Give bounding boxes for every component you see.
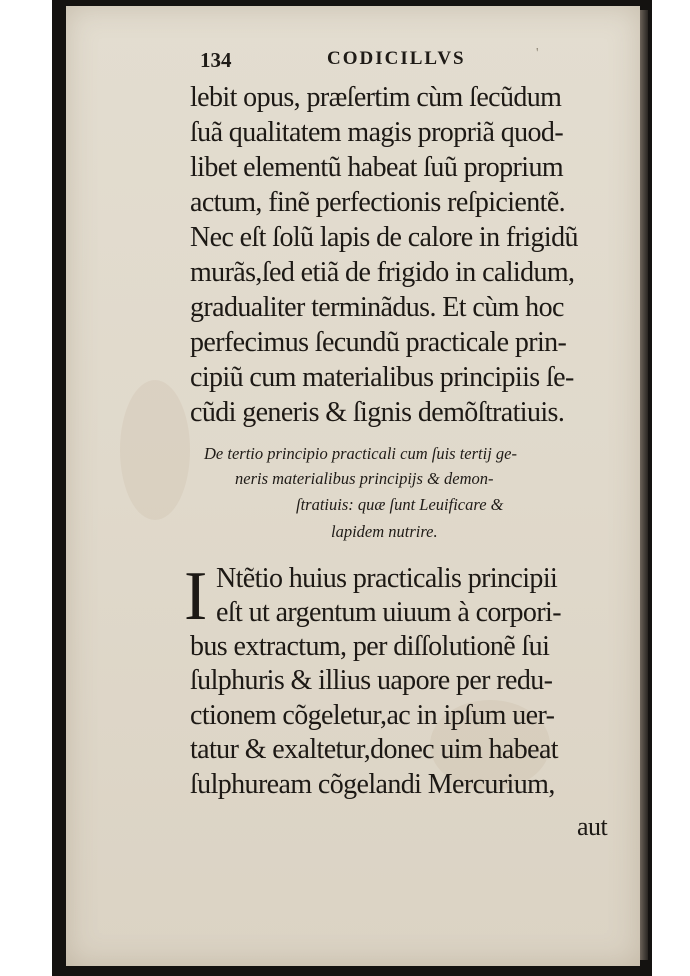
text-line: Ntẽtio huius practicalis principii (216, 563, 558, 594)
paper-stain (120, 380, 190, 520)
text-line: perfecimus ſecundũ practicale prin- (190, 327, 567, 358)
text-line: actum, finẽ perfectionis reſpicientẽ. (190, 187, 566, 218)
text-line: ctionem cõgeletur,ac in ipſum uer- (190, 700, 555, 731)
rubric-line: lapidem nutrire. (331, 522, 438, 541)
text-line: ſuã qualitatem magis propriã quod- (190, 117, 564, 148)
text-line: eſt ut argentum uiuum à corpori- (216, 597, 561, 628)
catchword: aut (577, 812, 608, 841)
rubric-line: neris materialibus principijs & demon- (235, 469, 494, 488)
page-number: 134 (200, 48, 232, 72)
page-edge (640, 10, 648, 960)
ink-mark: ' (536, 46, 539, 61)
rubric-line: ſtratiuis: quæ ſunt Leuificare & (296, 495, 504, 514)
text-line: ſulphuream cõgelandi Mercurium, (190, 769, 555, 800)
text-line: gradualiter terminãdus. Et cùm hoc (190, 292, 564, 323)
rubric-line: De tertio principio practicali cum ſuis tertij ge- (204, 444, 517, 463)
text-line: Nec eſt ſolũ lapis de calore in frigidũ (190, 222, 578, 253)
text-line: cipiũ cum materialibus principiis ſe- (190, 362, 574, 393)
text-line: murãs,ſed etiã de frigido in calidum, (190, 257, 575, 288)
text-line: lebit opus, præſertim cùm ſecũdum (190, 82, 562, 113)
drop-cap: I (184, 558, 208, 635)
text-line: ſulphuris & illius uapore per redu- (190, 665, 553, 696)
page-header (200, 48, 600, 74)
running-head: CODICILLVS (327, 48, 466, 69)
text-line: bus extractum, per diſſolutionẽ ſui (190, 631, 550, 662)
text-line: cũdi generis & ſignis demõſtratiuis. (190, 397, 565, 428)
text-line: libet elementũ habeat ſuũ proprium (190, 152, 564, 183)
text-line: tatur & exaltetur,donec uim habeat (190, 734, 558, 765)
